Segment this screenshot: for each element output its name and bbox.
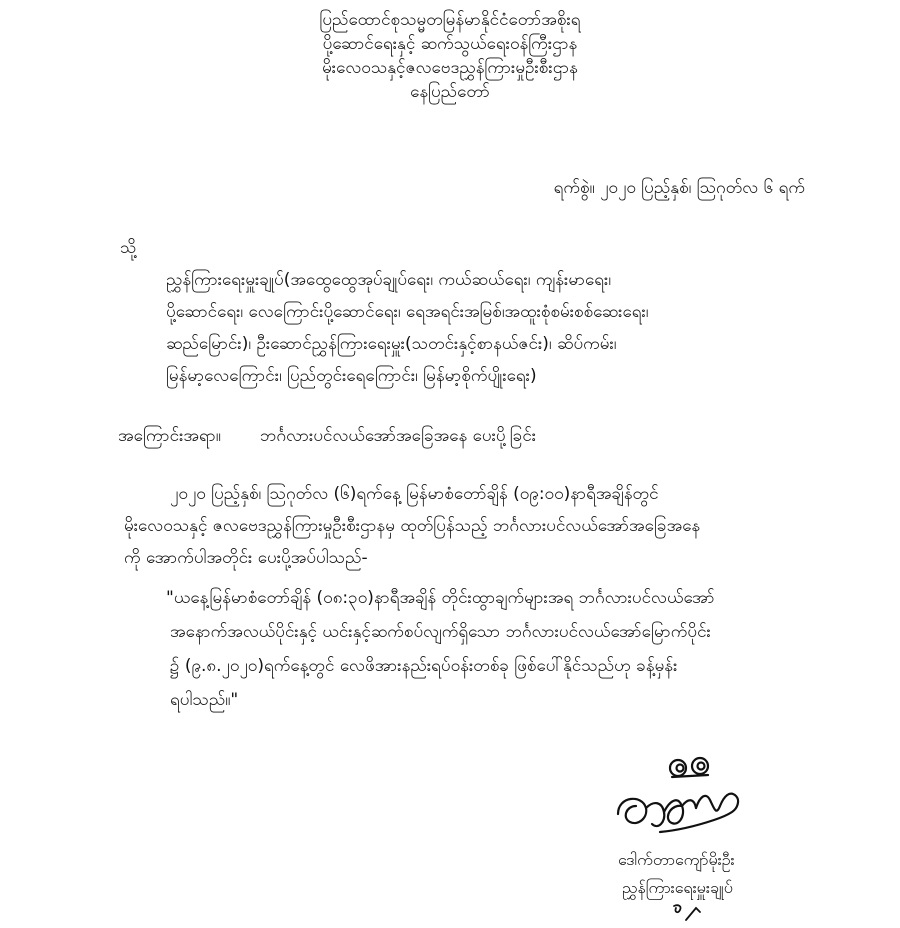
header-government: ပြည်ထောင်စုသမ္မတမြန်မာနိုင်ငံတော်အစိုးရ [319, 10, 581, 30]
subject-text: ဘင်္ဂလားပင်လယ်အော်အခြေအနေ ပေးပို့ခြင်း [260, 426, 537, 446]
signatory-name: ဒေါက်တာကျော်မိုးဦး [618, 850, 735, 869]
recipient-line: ဆည်မြောင်း)၊ ဦးဆောင်ညွှန်ကြားရေးမှူး(သတင်းနှင့်စာနယ်ဇင်း)၊ ဆိပ်ကမ်း၊ [166, 334, 617, 354]
quote-line: ၌ (၉.၈.၂၀၂၀)ရက်နေ့တွင် လေဖိအားနည်းရပ်ဝန်းတစ်ခု ဖြစ်ပေါ်နိုင်သည်ဟု ခန့်မှန်း [170, 656, 678, 676]
recipient-line: မြန်မာ့လေကြောင်း၊ ပြည်တွင်းရေကြောင်း၊ မြန်မာ့စိုက်ပျိုးရေး) [166, 366, 537, 386]
body-line: ကို အောက်ပါအတိုင်း ပေးပို့အပ်ပါသည်- [124, 548, 368, 568]
recipient-line: ပို့ဆောင်ရေး၊ လေကြောင်းပို့ဆောင်ရေး၊ ရေအရင်းအမြစ်၊အထူးစုံစမ်းစစ်ဆေးရေး၊ [166, 302, 649, 322]
header-city: နေပြည်တော် [410, 82, 490, 102]
letter-date: ရက်စွဲ။ ၂၀၂၀ ပြည့်နှစ်၊ ဩဂုတ်လ ၆ ရက် [553, 178, 805, 198]
initials-mark [672, 900, 702, 924]
header-department: မိုးလေဝသနှင့်ဇလဗေဒညွှန်ကြားမှုဦးစီးဌာန [322, 58, 578, 78]
recipient-line: ညွှန်ကြားရေးမှူးချုပ်(အထွေထွေအုပ်ချုပ်ရေး၊ ကယ်ဆယ်ရေး၊ ကျန်းမာရေး၊ [166, 270, 612, 290]
body-line: မိုးလေဝသနှင့် ဇလဗေဒညွှန်ကြားမှုဦးစီးဌာနမှ ထုတ်ပြန်သည့် ဘင်္ဂလားပင်လယ်အော်အခြေအနေ [124, 516, 701, 536]
quote-line: "ယနေ့မြန်မာစံတော်ချိန် (၀၈:၃၀)နာရီအချိန် တိုင်းထွာချက်များအရ ဘင်္ဂလားပင်လယ်အော် [166, 588, 715, 608]
quote-line: ရပါသည်။" [170, 690, 239, 710]
body-line: ၂၀၂၀ ပြည့်နှစ်၊ ဩဂုတ်လ (၆)ရက်နေ့ မြန်မာစံတော်ချိန် (၀၉:၀၀)နာရီအချိန်တွင် [170, 484, 659, 504]
subject-label: အကြောင်းအရာ။ [118, 426, 221, 446]
signatory-title: ညွှန်ကြားရေးမှူးချုပ် [622, 878, 733, 897]
to-label: သို့ [120, 238, 137, 258]
handwritten-signature [612, 756, 762, 846]
header-ministry: ပို့ဆောင်ရေးနှင့် ဆက်သွယ်ရေးဝန်ကြီးဌာန [322, 34, 578, 54]
quote-line: အနောက်အလယ်ပိုင်းနှင့် ယင်းနှင့်ဆက်စပ်လျက်ရှိသော ဘင်္ဂလားပင်လယ်အော်မြောက်ပိုင်း [170, 622, 711, 642]
